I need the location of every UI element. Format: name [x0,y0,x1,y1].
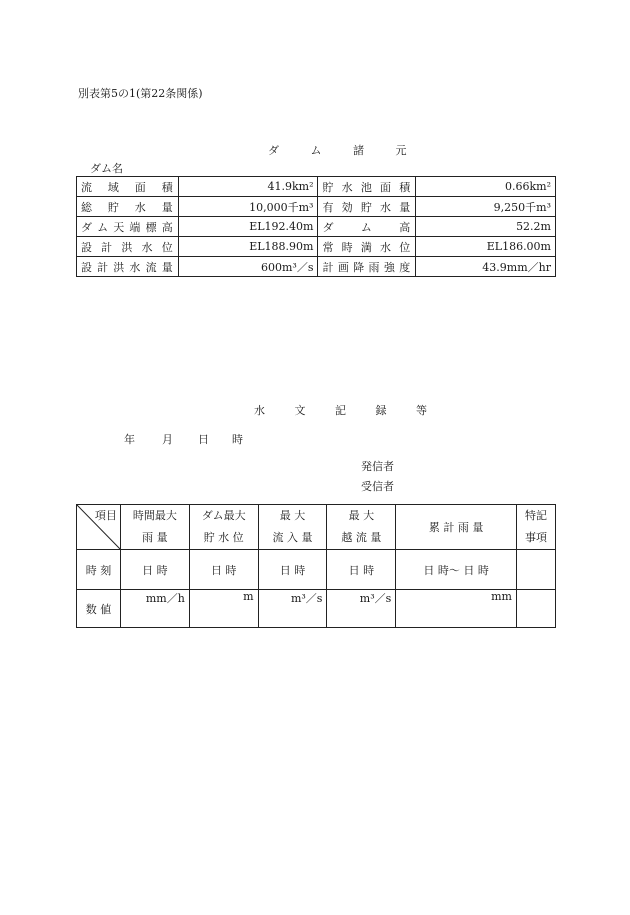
value-cell: m³／s [258,590,327,628]
spec-label: ダ ム 高 [318,217,416,237]
value-cell: m [189,590,258,628]
dam-name-label: ダム名 [90,162,123,175]
spec-row [77,237,556,257]
header-line: ダム最大 [201,509,246,522]
spec-label: 総 貯 水 量 [77,197,179,217]
spec-value: 52.2m [416,217,556,237]
spec-label: 貯水池面積 [318,177,416,197]
sender-label: 発信者 [361,460,394,473]
header-line: 時間最大 [132,509,177,522]
spec-row [77,257,556,277]
time-cell: 日 時〜 日 時 [396,550,517,590]
value-cell: mm [396,590,517,628]
header-max-overflow [327,505,396,550]
header-hourly-rain [120,505,189,550]
spec-value: 41.9km² [178,177,318,197]
time-row-label: 時 刻 [77,550,121,590]
spec-value: 0.66km² [416,177,556,197]
header-cumulative-rain: 累 計 雨 量 [396,505,517,550]
spec-label: 計画降雨強度 [318,257,416,277]
date-day: 日 [198,433,209,446]
spec-row [77,217,556,237]
value-row-label: 数 値 [77,590,121,628]
date-year: 年 [124,433,135,446]
header-line: 雨 量 [142,531,168,544]
spec-value: 600m³／s [178,257,318,277]
header-line: 特記 [525,509,547,522]
spec-label: 常時満水位 [318,237,416,257]
spec-value: EL188.90m [178,237,318,257]
header-line: 事項 [525,531,547,544]
spec-value: 10,000千m³ [178,197,318,217]
time-cell: 日 時 [258,550,327,590]
header-notes [517,505,556,550]
record-heading: 水 文 記 録 等 [254,404,440,417]
header-line: 流 入 量 [272,531,313,544]
time-cell: 日 時 [120,550,189,590]
hydrology-record-table [76,504,556,628]
dam-spec-table [76,176,556,277]
time-cell: 日 時 [189,550,258,590]
date-hour: 時 [232,433,243,446]
value-row [77,590,556,628]
spec-value: EL192.40m [178,217,318,237]
spec-label: 設計洪水流量 [77,257,179,277]
header-line: 貯 水 位 [203,531,244,544]
spec-label: 有効貯水量 [318,197,416,217]
document-title: 別表第5の1(第22条関係) [78,87,203,100]
header-line: 最 大 [348,509,375,522]
time-cell-empty [517,550,556,590]
spec-label: 設計洪水位 [77,237,179,257]
spec-value: EL186.00m [416,237,556,257]
date-month: 月 [162,433,173,446]
spec-label: ダム天端標高 [77,217,179,237]
receiver-label: 受信者 [361,480,394,493]
header-max-water-level [189,505,258,550]
spec-row [77,177,556,197]
spec-row [77,197,556,217]
time-row [77,550,556,590]
header-line: 越 流 量 [341,531,382,544]
header-max-inflow [258,505,327,550]
spec-heading: ダ ム 諸 元 [268,144,421,157]
spec-label: 流 域 面 積 [77,177,179,197]
header-row [77,505,556,550]
header-line: 最 大 [279,509,306,522]
spec-value: 9,250千m³ [416,197,556,217]
spec-value: 43.9mm／hr [416,257,556,277]
item-header: 項目 [94,509,117,522]
time-cell: 日 時 [327,550,396,590]
value-cell: m³／s [327,590,396,628]
item-header-cell [77,505,121,550]
value-cell-empty [517,590,556,628]
value-cell: mm／h [120,590,189,628]
